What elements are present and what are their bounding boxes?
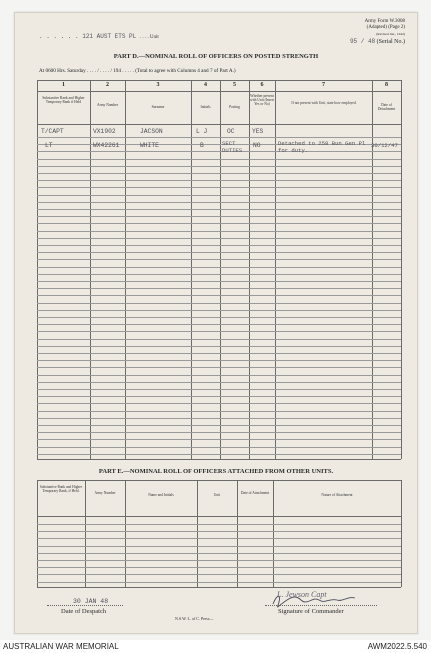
despatch-date: 30 JAN 48 xyxy=(73,598,109,605)
ruled-line xyxy=(37,288,401,289)
document-sheet xyxy=(14,12,418,634)
ruled-line xyxy=(37,231,401,232)
form-name: Army Form W.3008 xyxy=(364,19,405,24)
ruled-line xyxy=(37,259,401,260)
col-heading-surname: Surname xyxy=(151,105,165,109)
col-number-2: 2 xyxy=(106,82,109,88)
e-col-heading-unit: Unit xyxy=(213,493,221,497)
ruled-line xyxy=(37,432,401,433)
ruled-line xyxy=(37,574,401,575)
part-d-title: PART D.—NOMINAL ROLL OF OFFICERS ON POSTED STRENGTH xyxy=(113,53,319,60)
row1-posting: OC xyxy=(227,128,235,135)
col-heading-posting: Posting xyxy=(229,105,240,109)
col-number-6: 6 xyxy=(260,82,264,88)
ruled-line xyxy=(37,582,401,583)
part-e-title: PART E.—NOMINAL ROLL OF OFFICERS ATTACHED FROM OTHER UNITS. xyxy=(98,468,334,475)
ruled-line xyxy=(37,367,401,368)
ruled-line xyxy=(37,195,401,196)
ruled-line xyxy=(37,202,401,203)
despatch-date-label: Date of Despatch xyxy=(61,608,107,615)
ruled-line xyxy=(37,403,401,404)
row1-initials: L J xyxy=(196,128,208,135)
ruled-line xyxy=(37,353,401,354)
ruled-line xyxy=(37,560,401,561)
col-heading-army-number: Army Number xyxy=(96,103,119,107)
col-heading-rank: Substantive Rank and Higher Temporary Rank if Held xyxy=(42,96,85,104)
ruled-line xyxy=(37,546,401,547)
ruled-line xyxy=(37,567,401,568)
ruled-line xyxy=(37,538,401,539)
ruled-line xyxy=(37,267,401,268)
unit-name: AUST ETS PL xyxy=(96,33,137,40)
ruled-line xyxy=(37,166,401,167)
ruled-line xyxy=(37,252,401,253)
printer-imprint: N.S.W. L. of C. Press— xyxy=(175,616,214,621)
ruled-line xyxy=(37,295,401,296)
unit-number: 121 xyxy=(82,33,94,40)
archive-caption-right: AWM2022.5.540 xyxy=(367,642,427,651)
ruled-line xyxy=(37,281,401,282)
ruled-line xyxy=(37,209,401,210)
ruled-line xyxy=(37,180,401,181)
row2-posting: SECT DUTIES xyxy=(222,140,243,154)
ruled-line xyxy=(37,339,401,340)
col-number-7: 7 xyxy=(322,82,325,88)
ruled-line xyxy=(37,382,401,383)
unit-line: . . . . . . 121 AUST ETS PL . . . . Unit xyxy=(39,33,159,40)
ruled-line xyxy=(37,531,401,532)
ruled-line xyxy=(37,245,401,246)
ruled-line xyxy=(37,187,401,188)
ruled-line xyxy=(37,223,401,224)
e-col-heading-nature: Nature of Attachment xyxy=(321,493,353,497)
col-number-1: 1 xyxy=(62,82,65,88)
e-col-heading-date: Date of Attachment xyxy=(240,491,270,495)
archive-caption-left: AUSTRALIAN WAR MEMORIAL xyxy=(3,642,119,651)
row1-present: YES xyxy=(252,128,264,135)
serial-number: 95 / 48 xyxy=(349,38,376,45)
ruled-line xyxy=(37,159,401,160)
ruled-line xyxy=(37,418,401,419)
row2-date: 30/12/47 xyxy=(371,142,398,149)
ruled-line xyxy=(37,425,401,426)
ruled-line xyxy=(37,360,401,361)
row2-initials: B xyxy=(200,142,204,149)
row2-number: WX42261 xyxy=(93,142,120,149)
ruled-line xyxy=(37,389,401,390)
commander-signature-label: Signature of Commander xyxy=(278,608,344,615)
ruled-line xyxy=(37,216,401,217)
ruled-line xyxy=(37,137,401,138)
commander-signature: L. Jewson Capt xyxy=(277,590,327,599)
col-heading-date: Date of Detachment xyxy=(377,103,396,111)
col-heading-present: Whether present with Unit (Insert Yes or No) xyxy=(250,94,274,106)
ruled-line xyxy=(37,317,401,318)
ruled-line xyxy=(37,303,401,304)
serial-label: (Serial No.) xyxy=(376,39,405,45)
ruled-line xyxy=(37,274,401,275)
row2-surname: WHITE xyxy=(140,142,159,149)
ruled-line xyxy=(37,310,401,311)
e-col-heading-army-number: Army Number xyxy=(94,491,116,495)
row1-surname: JACSON xyxy=(140,128,163,135)
col-number-8: 8 xyxy=(385,82,388,88)
row1-number: VX1902 xyxy=(93,128,116,135)
ruled-line xyxy=(37,346,401,347)
ruled-line xyxy=(37,454,401,455)
col-number-5: 5 xyxy=(233,82,236,88)
ruled-line xyxy=(37,396,401,397)
ruled-line xyxy=(37,324,401,325)
ruled-line xyxy=(37,439,401,440)
col-number-4: 4 xyxy=(204,82,207,88)
ruled-line xyxy=(37,524,401,525)
col-heading-employed: If not present with Unit, state how employed. xyxy=(291,101,357,105)
ruled-line xyxy=(37,553,401,554)
ruled-line xyxy=(37,238,401,239)
ruled-line xyxy=(37,375,401,376)
e-col-heading-rank: Substantive Rank and Higher Temporary Rank, if Held. xyxy=(39,485,83,493)
form-revised: (Revised Jan., 1942) xyxy=(376,32,405,36)
row2-rank: LT xyxy=(45,142,53,149)
archive-caption-bar xyxy=(0,640,431,653)
col-heading-initials: Initials xyxy=(200,105,211,109)
part-d-subtitle: At 0600 Hrs. Saturday . . . . / . . . . / 194 . . . . . (Total to agree with Columns 4 and 7 of Part A.) xyxy=(39,68,236,74)
ruled-line xyxy=(37,411,401,412)
ruled-line xyxy=(37,447,401,448)
row2-employed: Detached to 258 Bun Gen Pl for duty. xyxy=(278,140,366,154)
row2-present: NO xyxy=(253,142,261,149)
ruled-line xyxy=(37,173,401,174)
serial-line xyxy=(350,39,405,45)
unit-label: . . . . Unit xyxy=(139,35,159,40)
col-number-3: 3 xyxy=(156,82,160,88)
form-adapted: (Adapted) (Page 2) xyxy=(366,25,405,30)
row1-rank: T/CAPT xyxy=(41,128,64,135)
e-col-heading-name: Name and Initials xyxy=(148,493,174,497)
ruled-line xyxy=(37,331,401,332)
